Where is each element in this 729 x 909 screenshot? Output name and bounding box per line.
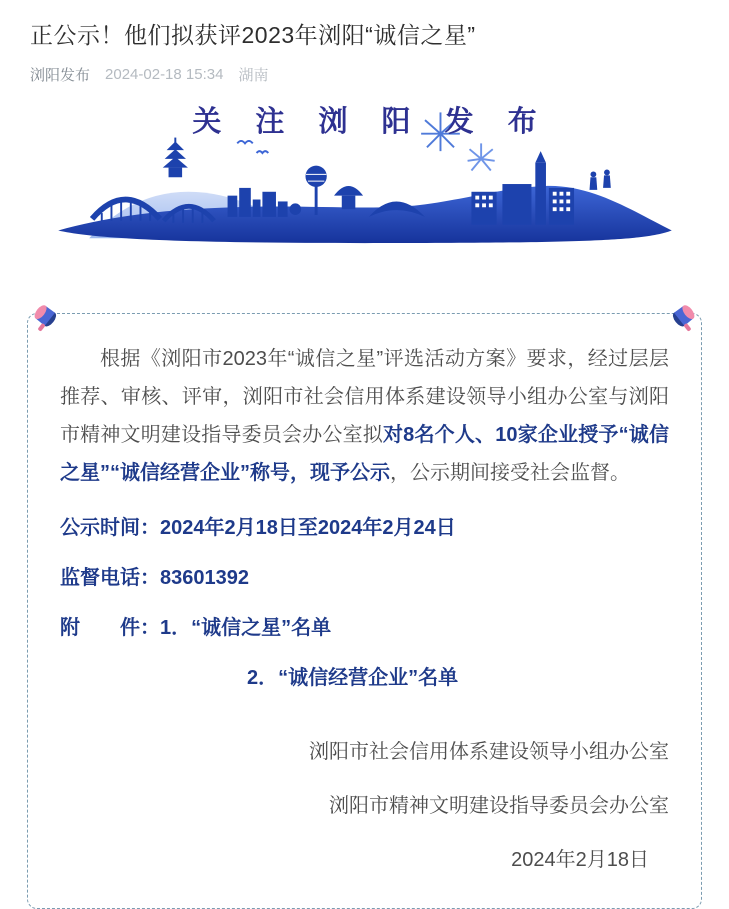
publisher-name[interactable]: 浏阳发布 bbox=[30, 67, 91, 85]
signature-office-2: 浏阳市精神文明建设指导委员会办公室 bbox=[329, 795, 669, 818]
buildings-icon bbox=[227, 188, 287, 217]
public-notice-box bbox=[27, 313, 702, 909]
signature-date: 2024年2月18日 bbox=[511, 849, 649, 872]
birds-icon bbox=[237, 141, 268, 153]
attachment-line-2: 2．“诚信经营企业”名单 bbox=[247, 667, 459, 690]
attachment-item-1: 1．“诚信之星”名单 bbox=[160, 617, 332, 640]
tree-icon bbox=[289, 203, 301, 215]
page-title: 正公示！他们拟获评2023年浏阳“诚信之星” bbox=[30, 22, 476, 48]
attachment-label: 附 件： bbox=[60, 617, 160, 640]
banner-caption: 关 注 浏 阳 发 布 bbox=[192, 106, 550, 139]
megaphone-icon-right bbox=[670, 300, 700, 332]
publish-datetime: 2024-02-18 15:34 bbox=[105, 66, 224, 84]
megaphone-icon-left bbox=[29, 300, 59, 332]
banner-reflection bbox=[54, 245, 676, 285]
people-icon bbox=[589, 170, 610, 190]
notice-paragraph bbox=[60, 340, 669, 492]
attachment-line-1 bbox=[60, 614, 669, 642]
publicity-time-line: 公示时间：2024年2月18日至2024年2月24日 bbox=[60, 517, 456, 540]
banner-illustration[interactable] bbox=[54, 95, 676, 285]
window-buildings-icon bbox=[471, 151, 574, 225]
publish-location: 湖南 bbox=[238, 67, 269, 85]
supervision-phone-line: 监督电话：83601392 bbox=[60, 567, 249, 590]
paragraph-tail: ，公示期间接受社会监督。 bbox=[390, 462, 630, 485]
pagoda-icon bbox=[162, 138, 187, 178]
signature-office-1: 浏阳市社会信用体系建设领导小组办公室 bbox=[309, 741, 669, 764]
pavilion-icon bbox=[334, 186, 363, 209]
byline bbox=[30, 64, 699, 85]
paragraph-lead: 根据《浏阳市2023年“诚信之星”评选活动方案》要求，经过层层推荐、审核、评审，浏阳市社会信用体系建设领导小组办公室与浏阳市精神文明建设指导委员会办公室拟 bbox=[60, 348, 669, 447]
paragraph-emphasis: 对8名个人、10家企业授予“诚信之星”“诚信经营企业”称号，现予公示 bbox=[60, 424, 669, 485]
